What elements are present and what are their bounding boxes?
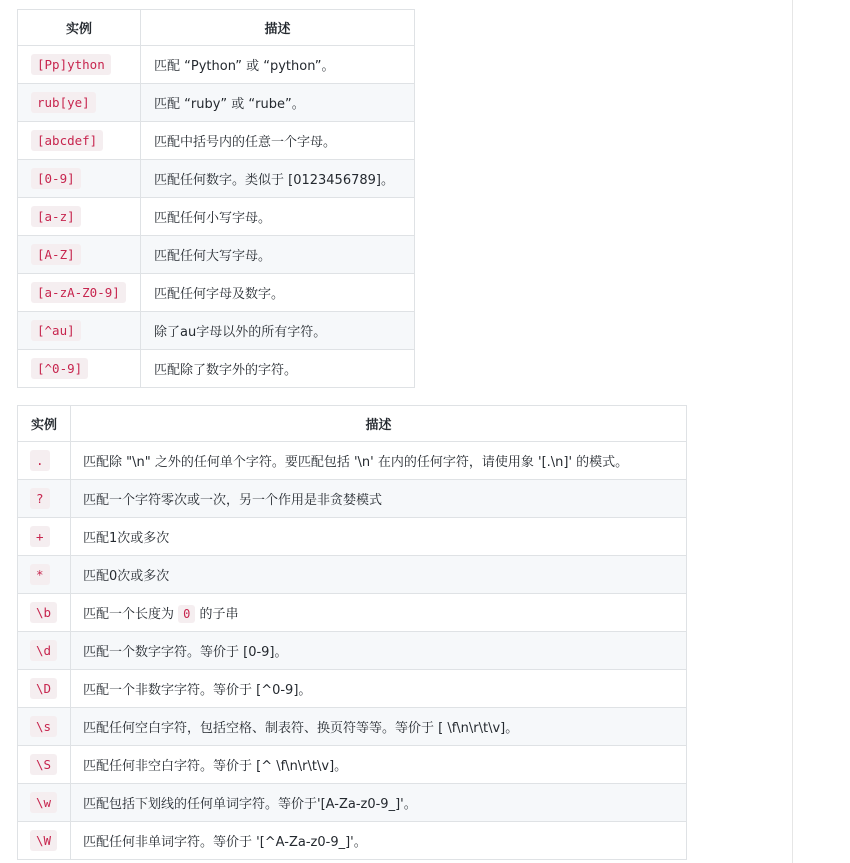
description-cell: 匹配包括下划线的任何单词字符。等价于'[A-Za-z0-9_]'。 [71,784,687,822]
table-row [18,312,415,350]
description-cell: 匹配除 "\n" 之外的任何单个字符。要匹配包括 '\n' 在内的任何字符，请使用象 '[.\n]' 的模式。 [71,442,687,480]
example-code: \w [30,792,57,813]
example-code: ? [30,488,50,509]
example-code: [a-zA-Z0-9] [31,282,126,303]
table-row [18,822,687,860]
table-row [18,198,415,236]
description-text: 匹配一个长度为 [83,607,179,622]
table-row [18,556,687,594]
description-cell: 匹配 “ruby” 或 “rube”。 [141,84,415,122]
description-cell: 匹配任何非空白字符。等价于 [^ \f\n\r\t\v]。 [71,746,687,784]
column-header-description: 描述 [141,10,415,46]
table-row [18,160,415,198]
table-row [18,708,687,746]
table-row [18,122,415,160]
example-cell [18,122,141,160]
description-cell: 匹配任何空白字符，包括空格、制表符、换页符等等。等价于 [ \f\n\r\t\v]。 [71,708,687,746]
special-character-table [17,405,687,860]
table-row [18,84,415,122]
example-code: [A-Z] [31,244,81,265]
example-cell [18,442,71,480]
description-cell: 匹配中括号内的任意一个字母。 [141,122,415,160]
example-code: [^0-9] [31,358,88,379]
example-cell [18,274,141,312]
example-code: [abcdef] [31,130,103,151]
table-row [18,46,415,84]
table-row [18,746,687,784]
description-cell: 匹配一个字符零次或一次，另一个作用是非贪婪模式 [71,480,687,518]
example-cell [18,312,141,350]
table-row [18,594,687,632]
table-row [18,274,415,312]
description-text: 的子串 [195,607,239,622]
example-cell [18,632,71,670]
example-cell [18,198,141,236]
example-code: rub[ye] [31,92,96,113]
description-cell: 匹配0次或多次 [71,556,687,594]
content-right-border [792,0,793,863]
example-cell [18,46,141,84]
description-cell: 匹配 “Python” 或 “python”。 [141,46,415,84]
example-code: + [30,526,50,547]
example-code: [^au] [31,320,81,341]
example-cell [18,160,141,198]
example-cell [18,822,71,860]
example-code: \s [30,716,57,737]
example-code: \D [30,678,57,699]
example-cell [18,518,71,556]
table-header-row [18,10,415,46]
description-cell: 匹配一个非数字字符。等价于 [^0-9]。 [71,670,687,708]
example-code: \S [30,754,57,775]
example-code: \W [30,830,57,851]
description-cell: 匹配任何字母及数字。 [141,274,415,312]
table-row [18,518,687,556]
inline-code: 0 [178,605,195,623]
character-class-table [17,9,415,388]
example-code: [0-9] [31,168,81,189]
example-cell [18,556,71,594]
table-row [18,670,687,708]
description-cell: 除了au字母以外的所有字符。 [141,312,415,350]
example-cell [18,784,71,822]
table-row [18,442,687,480]
table-row [18,350,415,388]
description-cell: 匹配任何非单词字符。等价于 '[^A-Za-z0-9_]'。 [71,822,687,860]
example-code: \b [30,602,57,623]
example-code: * [30,564,50,585]
description-cell [71,594,687,632]
example-cell [18,670,71,708]
description-cell: 匹配任何大写字母。 [141,236,415,274]
example-cell [18,480,71,518]
column-header-example: 实例 [18,10,141,46]
description-cell: 匹配一个数字字符。等价于 [0-9]。 [71,632,687,670]
table-header-row [18,406,687,442]
example-code: \d [30,640,57,661]
table-row [18,632,687,670]
description-cell: 匹配除了数字外的字符。 [141,350,415,388]
example-cell [18,708,71,746]
example-cell [18,236,141,274]
column-header-description: 描述 [71,406,687,442]
example-cell [18,84,141,122]
example-code: [Pp]ython [31,54,111,75]
description-cell: 匹配任何小写字母。 [141,198,415,236]
column-header-example: 实例 [18,406,71,442]
example-code: [a-z] [31,206,81,227]
table-row [18,784,687,822]
description-cell: 匹配任何数字。类似于 [0123456789]。 [141,160,415,198]
table-row [18,236,415,274]
table-row [18,480,687,518]
example-cell [18,350,141,388]
example-cell [18,746,71,784]
description-cell: 匹配1次或多次 [71,518,687,556]
example-code: . [30,450,50,471]
example-cell [18,594,71,632]
